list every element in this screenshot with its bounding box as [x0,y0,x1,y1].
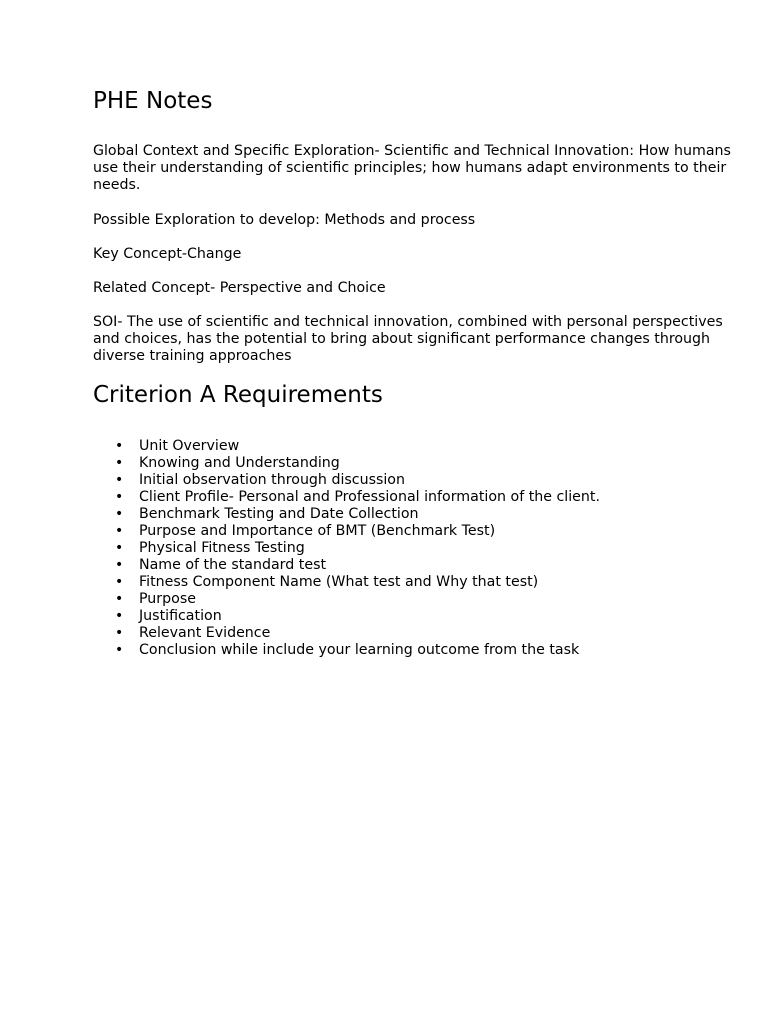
bullet-icon: • [115,540,124,556]
list-item [93,540,733,557]
list-item [93,642,733,659]
related-concept-paragraph: Related Concept- Perspective and Choice [93,280,386,296]
bullet-icon: • [115,591,124,607]
bullet-icon: • [115,438,124,454]
criterion-a-heading: Criterion A Requirements [93,382,383,408]
list-item-text: Justification [139,608,222,624]
possible-exploration-paragraph: Possible Exploration to develop: Methods and process [93,212,476,228]
list-item-text: Relevant Evidence [139,625,271,641]
list-item-text: Conclusion while include your learning outcome from the task [139,642,580,658]
list-item-text: Physical Fitness Testing [139,540,305,556]
list-item-text: Knowing and Understanding [139,455,340,471]
bullet-icon: • [115,557,124,573]
list-item [93,591,733,608]
list-item-text: Unit Overview [139,438,240,454]
bullet-icon: • [115,455,124,471]
page-title: PHE Notes [93,88,213,114]
list-item-text: Benchmark Testing and Date Collection [139,506,419,522]
list-item [93,472,733,489]
list-item [93,489,733,506]
bullet-icon: • [115,574,124,590]
list-item-text: Name of the standard test [139,557,327,573]
bullet-icon: • [115,625,124,641]
list-item [93,438,733,455]
requirements-list [93,438,733,659]
list-item-text: Fitness Component Name (What test and Why that test) [139,574,539,590]
list-item-text: Initial observation through discussion [139,472,405,488]
bullet-icon: • [115,489,124,505]
bullet-icon: • [115,608,124,624]
list-item [93,625,733,642]
key-concept-paragraph: Key Concept-Change [93,246,242,262]
list-item [93,557,733,574]
list-item-text: Purpose and Importance of BMT (Benchmark Test) [139,523,496,539]
soi-paragraph: SOI- The use of scientific and technical innovation, combined with personal perspectives and choices, has the potential to bring about significant performance changes through diverse training approaches [93,314,723,364]
global-context-paragraph: Global Context and Specific Exploration- Scientific and Technical Innovation: How humans use their understanding of scientific principles; how humans adapt environments to their needs. [93,143,731,193]
list-item [93,608,733,625]
list-item [93,574,733,591]
list-item [93,506,733,523]
list-item-text: Purpose [139,591,196,607]
list-item [93,455,733,472]
bullet-icon: • [115,642,124,658]
bullet-icon: • [115,506,124,522]
list-item-text: Client Profile- Personal and Professional information of the client. [139,489,600,505]
list-item [93,523,733,540]
bullet-icon: • [115,523,124,539]
bullet-icon: • [115,472,124,488]
